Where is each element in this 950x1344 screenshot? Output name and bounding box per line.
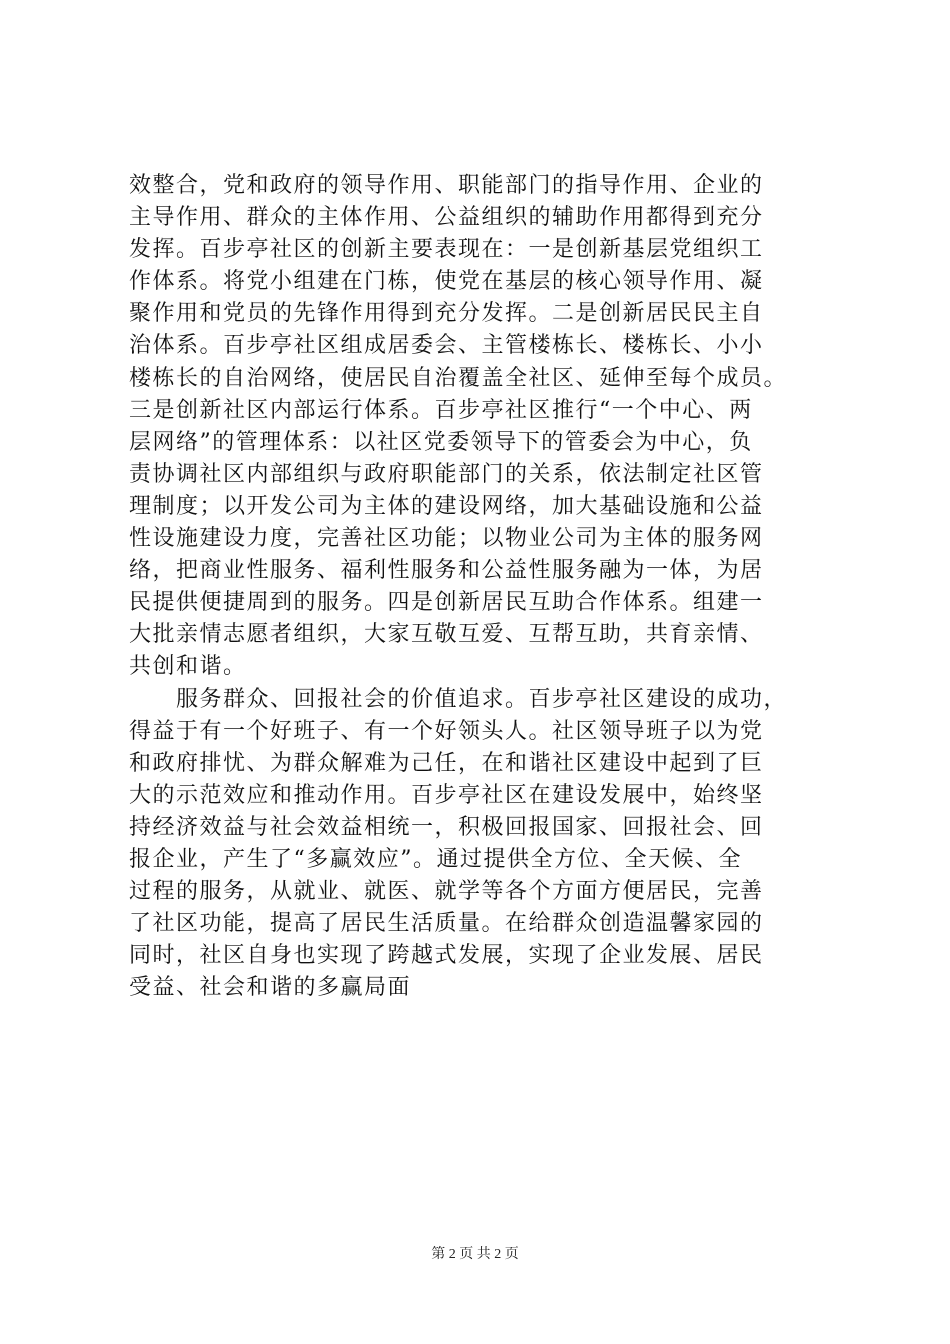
text-line: 络，把商业性服务、福利性服务和公益性服务融为一体，为居 [129, 558, 764, 584]
text-line: 受益、社会和谐的多赢局面 [129, 975, 412, 1001]
text-line: 了社区功能，提高了居民生活质量。在给群众创造温馨家园的 [129, 911, 764, 937]
text-line: 聚作用和党员的先锋作用得到充分发挥。二是创新居民民主自 [129, 301, 764, 327]
text-line: 大批亲情志愿者组织，大家互敬互爱、互帮互助，共育亲情、 [129, 622, 764, 648]
text-line: 民提供便捷周到的服务。四是创新居民互助合作体系。组建一 [129, 590, 764, 616]
text-line: 发挥。百步亭社区的创新主要表现在：一是创新基层党组织工 [129, 237, 764, 263]
text-line: 服务群众、回报社会的价值追求。百步亭社区建设的成功， [129, 686, 788, 712]
text-line: 过程的服务，从就业、就医、就学等各个方面方便居民，完善 [129, 879, 764, 905]
text-line: 理制度；以开发公司为主体的建设网络，加大基础设施和公益 [129, 493, 764, 519]
text-line: 得益于有一个好班子、有一个好领头人。社区领导班子以为党 [129, 718, 764, 744]
text-line: 作体系。将党小组建在门栋，使党在基层的核心领导作用、凝 [129, 269, 764, 295]
text-line: 共创和谐。 [129, 654, 247, 680]
text-line: 责协调社区内部组织与政府职能部门的关系，依法制定社区管 [129, 461, 764, 487]
text-line: 治体系。百步亭社区组成居委会、主管楼栋长、楼栋长、小小 [129, 333, 764, 359]
text-line: 大的示范效应和推动作用。百步亭社区在建设发展中，始终坚 [129, 782, 764, 808]
text-line: 效整合，党和政府的领导作用、职能部门的指导作用、企业的 [129, 173, 764, 198]
text-line: 三是创新社区内部运行体系。百步亭社区推行“一个中心、两 [129, 397, 753, 423]
text-line: 同时，社区自身也实现了跨越式发展，实现了企业发展、居民 [129, 943, 764, 969]
text-line: 性设施建设力度，完善社区功能；以物业公司为主体的服务网 [129, 526, 764, 552]
text-line: 和政府排忧、为群众解难为己任，在和谐社区建设中起到了巨 [129, 750, 764, 776]
text-line: 报企业，产生了“多赢效应”。通过提供全方位、全天候、全 [129, 846, 742, 872]
text-line: 层网络”的管理体系：以社区党委领导下的管委会为中心，负 [129, 429, 753, 455]
body-text [129, 170, 829, 1004]
text-line: 持经济效益与社会效益相统一，积极回报国家、回报社会、回 [129, 814, 764, 840]
page-footer [0, 1246, 950, 1264]
text-line: 主导作用、群众的主体作用、公益组织的辅助作用都得到充分 [129, 205, 764, 231]
page-number: 第 2 页 共 2 页 [431, 1247, 519, 1262]
text-line: 楼栋长的自治网络，使居民自治覆盖全社区、延伸至每个成员。 [129, 365, 788, 391]
